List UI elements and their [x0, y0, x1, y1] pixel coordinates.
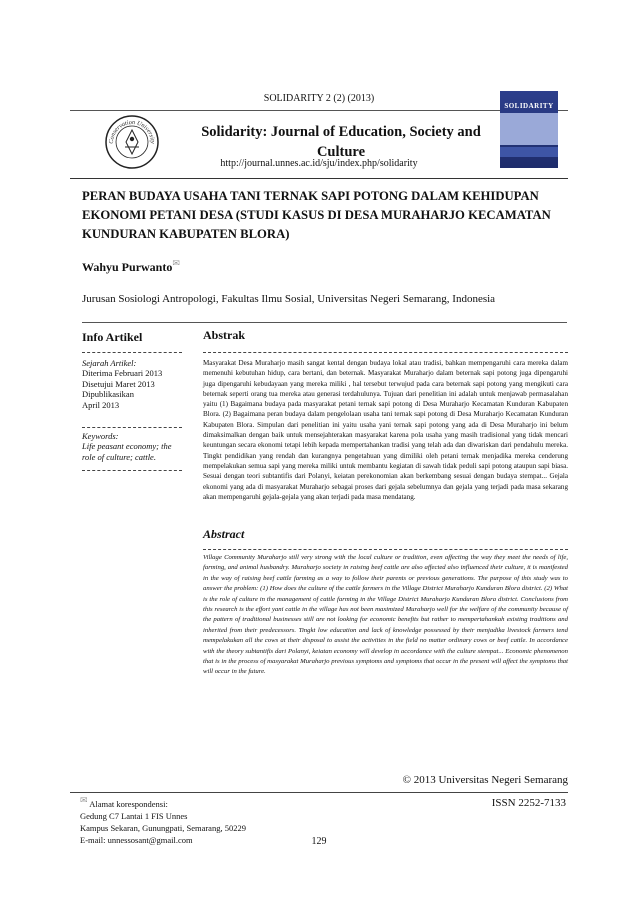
correspondence-email[interactable]: E-mail: unnessosant@gmail.com	[80, 834, 193, 845]
journal-cover	[500, 91, 558, 168]
author-affiliation: Jurusan Sosiologi Antropologi, Fakultas Ilmu Sosial, Universitas Negeri Semarang, Indonesia	[82, 293, 496, 305]
abstrak-body: Masyarakat Desa Muraharjo masih sangat kental dengan budaya lokal atau tradisi, bahkan mempengaruhi cara mereka dalam memenuhi kebutuhan hidup, cara bertani, dan beternak. Masyarakat Muraharjo dalam beternak sapi potong juga dipengaruhi juga dipengaruhi kebudayaan yang mereka miliki , hal tersebut terwujud pada cara beternak sapi potong yang mengikuti cara beternak seperti orang tua mereka atau generasi terdahulunya. Tujuan dari penelitian ini adalah untuk menjawab permasalahan yaitu (1) Bagaimana budaya pada masyarakat petani ternak sapi potong di Desa Muraharjo Kecamatan Kunduran Kabupaten Blora. (2) Bagaimana peran budaya dalam pengelolaan usaha tani ternak sapi potong di Desa Muraharjo Kecamatan Kunduran Kabupaten Blora. Simpulan dari penelitian ini yaitu usaha yani ternak sapi potong yang ada di Desa Muraharjo ini belum dimaksimalkan dengan baik untuk mensejahterakan masyarakat karena pola usaha yang masih tradisional yang tidak mencari keuntungan secara ekonomi tetapi lebih kepada mempertahankan tradisi yang telah ada dan diwariskan dari pendahulu mereka. Tingkt pendidikan yang rendah dan kurangnya pengetahuan yang dimiliki oleh petani ternak menjadika mereka cenderung mempelakukan semua sapi yang mereka miliki untuk membantu kegiatan di sawah tidak peduli sapi potong ataupun sapi biasa. Sesuai dengan teori subtantifis dari Polanyi, keiatan perekonomian akan berkembang sesuai dengan budaya stempat... Gejala ekonomi yang ada di masyarakat Muraharjo sebagai proses dari gejala sebelumnya dan gejala yang terjadi pada masa sekarang akan mempengaruhi gejala-gejala yang akan terjadi pada masa mendatang.	[203, 359, 568, 501]
abstract-body: Village Community Muraharjo still very strong with the local culture or tradition, even affecting the way they meet the needs of life, farming, and animal husbandry. Muraharjo society in raising beef cattle are also affected also influenced their culture, it is manifested in the way of raising beef cattle farming as a way to follow their parents or previous generations. The purpose of this study was to answer the problem: (1) How does the culture of the cattle farmers in the Village District Muraharjo Kunduran Blora district. (2) What is the role of culture in the management of cattle farming in the Village District Muraharjo Kunduran Blora district. Conclusions from this research is the effort yani cattle in the village has not been maximized Muraharjo well for the welfare of the community because of the pattern of traditional businesses still are not looking for economic benefits but rather to mempertahankah existing traditions and inherited from their predecessors. Tingkt low education and lack of knowledge possessed by their menjadika livestock farmers tend mempelakukan all the cows at their disposal to assist the activities in the field no matter ordinary cows or beef cattle. In accordance with the theory subtantifis dari Polanyi, keiatan economy will develop in accordance with the culture stempat... Economic phenomenon that is in the process of masyarakat Muraharjo previous symptoms and symptoms that occur in the present will affect the symptoms that will occur in the future.	[203, 554, 568, 676]
journal-title: Solidarity: Journal of Education, Society and Culture	[201, 124, 481, 160]
article-keywords	[82, 431, 186, 462]
author-name	[82, 258, 180, 275]
section-divider	[82, 322, 567, 323]
history-received: Diterima Februari 2013	[82, 368, 163, 379]
abstract-heading: Abstract	[203, 527, 245, 541]
info-artikel-heading: Info Artikel	[82, 330, 143, 344]
info-divider	[82, 427, 182, 428]
copyright-notice: © 2013 Universitas Negeri Semarang	[402, 774, 568, 786]
abstract-divider	[203, 549, 568, 550]
keywords-label: Keywords:	[82, 431, 119, 441]
cover-band	[500, 113, 558, 145]
correspondence-building: Gedung C7 Lantai 1 FIS Unnes	[80, 810, 188, 821]
cover-title: SOLIDARITY	[504, 102, 554, 110]
history-accepted: Disetujui Maret 2013	[82, 378, 155, 389]
article-title: PERAN BUDAYA USAHA TANI TERNAK SAPI POTONG DALAM KEHIDUPAN EKONOMI PETANI DESA (STUDI KASUS DI DESA MURAHARJO KECAMATAN KUNDURAN KABUPATEN BLORA)	[82, 189, 551, 241]
page-number: 129	[311, 836, 327, 847]
envelope-icon[interactable]: ✉	[172, 258, 180, 268]
cover-band-lower	[500, 147, 558, 157]
journal-url[interactable]: http://journal.unnes.ac.id/sju/index.php/solidarity	[220, 158, 418, 169]
info-divider	[82, 470, 182, 471]
history-published: Dipublikasikan	[82, 389, 134, 400]
journal-reference: SOLIDARITY 2 (2) (2013)	[263, 93, 375, 104]
author-name-text: Wahyu Purwanto	[82, 260, 173, 274]
history-published-date: April 2013	[82, 399, 120, 410]
keywords-list: Life peasant economy; the role of culture; cattle.	[82, 441, 172, 462]
abstrak-divider	[203, 352, 568, 353]
envelope-icon[interactable]: ✉	[80, 795, 88, 805]
issn-number: ISSN 2252-7133	[491, 797, 566, 809]
title-divider	[70, 178, 568, 179]
history-label: Sejarah Artikel:	[82, 358, 137, 368]
header-divider	[70, 110, 568, 111]
correspondence-label: Alamat korespondensi:	[89, 798, 168, 809]
article-history	[82, 358, 186, 410]
info-divider	[82, 352, 182, 353]
logo-text: Conservation University	[107, 118, 157, 144]
correspondence-campus: Kampus Sekaran, Gunungpati, Semarang, 50229	[80, 822, 246, 833]
abstrak-heading: Abstrak	[203, 328, 246, 342]
footer-divider	[70, 792, 568, 793]
